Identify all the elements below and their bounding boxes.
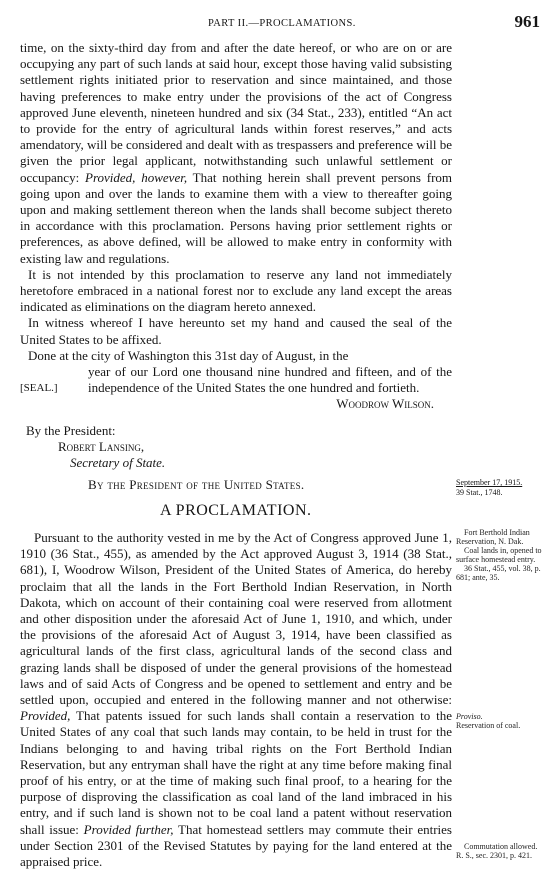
proviso-label: Provided, bbox=[20, 708, 71, 724]
done-clause bbox=[20, 347, 452, 397]
attest-by: By the President: bbox=[26, 422, 116, 438]
margin-note-2 bbox=[456, 712, 548, 730]
page-number: 961 bbox=[514, 12, 540, 31]
margin-date bbox=[456, 478, 546, 498]
margin-note-body: Commutation allowed. bbox=[464, 842, 538, 851]
attest-office: Secretary of State. bbox=[70, 455, 166, 471]
by-the-president-heading: By the President of the United States. bbox=[88, 477, 305, 492]
paragraph: It is not intended by this proclamation to reserve any land not immediately heretofore embraced in a national forest nor to exclude any land except the areas indicated as eliminations on the diagram hereto annexed. bbox=[20, 266, 452, 315]
continued-text bbox=[20, 40, 452, 471]
seal-mark: [SEAL.] bbox=[20, 382, 58, 395]
margin-note-citation: 36 Stat., 455, vol. 38, p. 681; ante, 35. bbox=[456, 564, 541, 582]
paragraph: In witness whereof I have hereunto set my hand and caused the seal of the United States to be affixed. bbox=[20, 315, 452, 347]
attest-name: Robert Lansing, bbox=[58, 438, 145, 454]
done-rest: [SEAL.] year of our Lord one thousand nine hundred and fifteen, and of the independence of the United States the one hundred and fortieth. bbox=[20, 364, 452, 396]
proviso-label: Provided, however, bbox=[85, 169, 188, 185]
date-citation: 39 Stat., 1748. bbox=[456, 488, 503, 497]
proclamation-body bbox=[20, 530, 452, 870]
margin-note-title: Proviso. bbox=[456, 712, 483, 721]
signature: Woodrow Wilson. bbox=[336, 396, 434, 412]
margin-note-citation: R. S., sec. 2301, p. 421. bbox=[456, 851, 532, 860]
paragraph: Pursuant to the authority vested in me by the Act of Congress approved June 1, 1910 (36 Stat., 455), as amended by the Act approved August 3, 1914 (38 Stat., 681), I, Woodrow Wilson, President of the United States of America, do hereby proclaim that all the lands in the Fort Berthold Indian Reservation, in North Dakota, which on account of their containing coal were reserved from allotment and other disposition under the aforesaid Act of June 1, 1910, and which, under the provisions of the aforesaid Act of August 3, 1914, have been classified as agricultural lands of the first class, agricultural lands of the second class and grazing lands shall be disposed of under the general provisions of the homestead laws and of said Acts of Congress and be opened to settlement and entry and be settled upon, occupied and entered in the following manner and not otherwise: Provided, That patents issued for such lands shall contain a reservation to the United States of any coal that such lands may contain, to be held in trust for the Indians belonging to and having tribal rights on the Fort Berthold Indian Reservation, but any entryman shall have the right at any time before making final proof of his entry, or at the time of making such final proof, to a hearing for the purpose of disproving the classification as coal land of the land imbraced in his entry, and if such land is shown not to be coal land a patent without reservation shall issue: Provided further, That homestead settlers may commute their entries under Section 2301 of the Revised Statutes by paying for the land entered at the appraised price. bbox=[20, 530, 453, 870]
date-note: September 17, 1915. bbox=[456, 478, 523, 487]
running-head bbox=[20, 12, 540, 34]
margin-note-1 bbox=[456, 528, 548, 582]
proviso-label: Provided further, bbox=[83, 821, 174, 837]
done-line: Done at the city of Washington this 31st day of August, in the bbox=[28, 347, 349, 363]
attestation bbox=[20, 423, 452, 472]
proclamation-title: A PROCLAMATION. bbox=[160, 502, 312, 519]
margin-note-3 bbox=[456, 842, 548, 860]
margin-note-title: Fort Berthold Indian Reservation, N. Dak. bbox=[456, 528, 530, 546]
margin-note-body: Reservation of coal. bbox=[456, 721, 521, 730]
paragraph: time, on the sixty-third day from and after the date hereof, or who are on or are occupying any part of such lands at said hour, except those having valid subsisting settlement rights initiated prior to reservation and since maintained, and those having preferences to make entry under the provisions of the act of Congress approved June eleventh, nineteen hundred and six (34 Stat., 233), entitled “An act to provide for the entry of agricultural lands within forest reserves,” and acts amendatory, will be considered and dealt with as trespassers and preference will be given the prior legal applicant, notwithstanding such unlawful settlement or occupancy: Provided, however, That nothing herein shall prevent persons from going upon and over the lands to examine them with a view to thereafter going upon and making settlement thereon when the lands shall become subject thereto in accordance with this proclamation. Persons having prior settlement rights or preferences, as above defined, will be allowed to make entry in conformity with existing law and regulations. bbox=[20, 40, 453, 266]
running-title: PART II.—PROCLAMATIONS. bbox=[208, 18, 356, 29]
margin-note-body: Coal lands in, opened to surface homestead entry. bbox=[456, 546, 542, 564]
